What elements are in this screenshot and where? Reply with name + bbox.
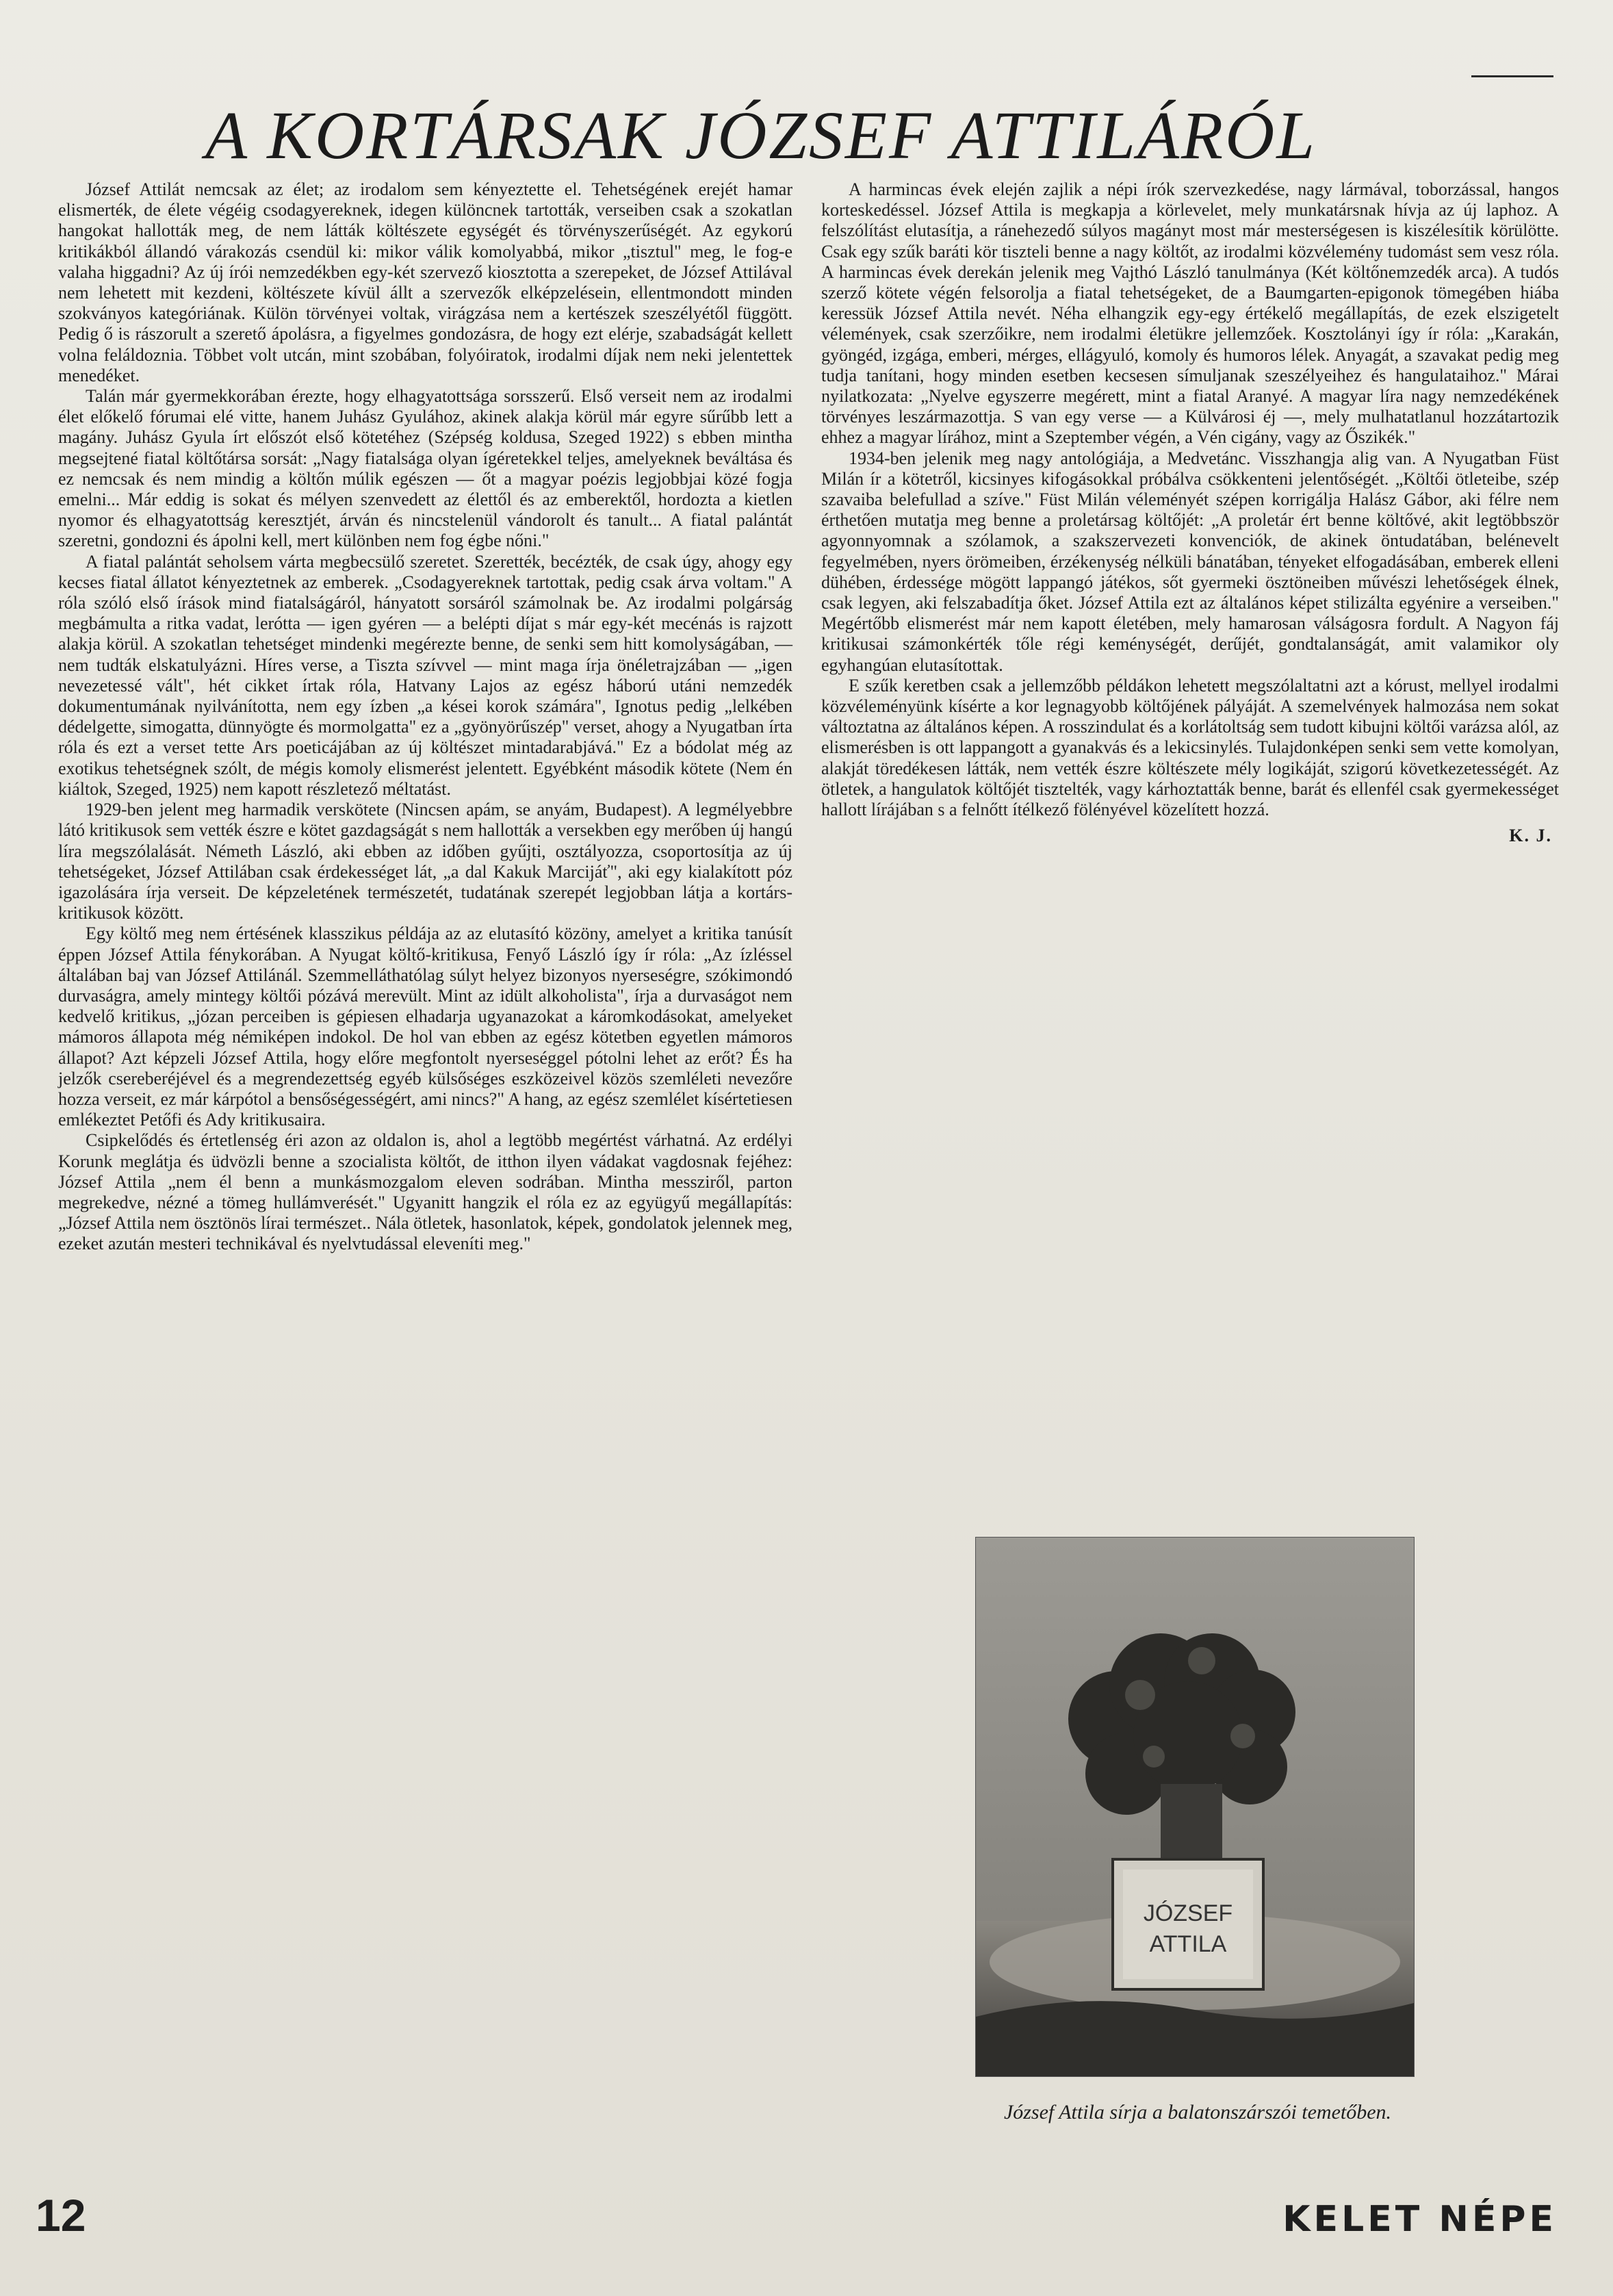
- photo-caption: József Attila sírja a balatonszárszói temetőben.: [1003, 2101, 1392, 2123]
- grave-photo: [975, 1537, 1415, 2077]
- left-column: [58, 179, 792, 1255]
- corner-rule: [1471, 75, 1553, 77]
- right-column: [821, 179, 1559, 847]
- paragraph: Egy költő meg nem értésének klasszikus példája az az elutasító közöny, amelyet a kritika tanúsít éppen József Attila fénykorában. A Nyugat költő-kritikusa, Fenyő László így ír róla: „Az ízléssel általában baj van József Attilánál. Szemmelláthatólag súlyt helyez bizonyos nyerseségre, szókimondó durvaságra, amely mintegy költői pózává merevült. Mint az idült alkoholista", írja a durvaságot nem kedvelő kritikus, „józan perceiben is gépiesen elhadarja ugyanazokat a káromkodásokat, amelyeket mámoros állapota még némiképen indokol. De hol van ebben az egész kötetben egyetlen mámoros állapot? Azt képzeli József Attila, hogy előre megfontolt nyerseséggel pótolni lehet az erőt? És ha jelzők csereberéjével és a megrendezettség egyéb külsőséges eszközeivel közös szemléleti nevezőre hozza verseit, ez már kárpótol a bensőségességért, ami nincs?" A hang, az egész szemlélet kísértetiesen emlékeztet Petőfi és Ady kritikusaira.: [58, 923, 792, 1130]
- paragraph: Csipkelődés és értetlenség éri azon az oldalon is, ahol a legtöbb megértést várhatná. Az erdélyi Korunk meglátja és üdvözli benne a szocialista költőt, de itthon ilyen vádakat vagdosnak fejéhez: József Attila „nem él benn a munkásmozgalom eleven sodrában. Mintha messziről, parton megrekedve, nézné a tömeg hullámverését." Ugyanitt hangzik el róla ez az együgyű megállapítás: „József Attila nem ösztönös lírai természet.. Nála ötletek, hasonlatok, képek, gondolatok jelennek meg, ezeket azután mesteri technikával és nyelvtudással eleveníti meg.": [58, 1130, 792, 1254]
- paragraph: A harmincas évek elején zajlik a népi írók szervezkedése, nagy lármával, toborzással, hangos korteskedéssel. József Attila is megkapja a körlevelet, mely munkatársnak hívja az új laphoz. A felszólítást elutasítja, a ránehezedő súlyos magányt most már mesterségesen is kiszélesítik körülötte. Csak egy szűk baráti kör tiszteli benne a nagy költőt, az irodalmi közvélemény tudomást sem vesz róla. A harmincas évek derekán jelenik meg Vajthó László tanulmánya (Két költőnemzedék arca). A tudós szerző kötete végén felsorolja a fiatal tehetségeket, de a Baumgarten-epigonok tömegében hiába keressük József Attila nevét. Néha elhangzik egy-egy értékelő megállapítás, de ezek elszigetelt vélemények, csak szerzőikre, nem irodalmi életükre jellemzőek. Kosztolányi így ír róla: „Karakán, gyöngéd, izgága, emberi, mérges, ellágyuló, komoly és humoros lélek. Anyagát, a szavakat pedig meg tudja tanítani, hogy minden esetben kecsesen símuljanak szeszélyeihez és hangulataihoz." Márai nyilatkozata: „Nyelve egyszerre megérett, mint a fiatal Aranyé. A magyar líra nagy nemzedékének törvényes leszármazottja. S van egy verse — a Külvárosi éj —, mely mulhatatlanul hozzátartozik ehhez a magyar lírához, mint a Szeptember végén, a Vén cigány, vagy az Őszikék.": [821, 179, 1559, 448]
- page-number: 12: [36, 2190, 86, 2241]
- tombstone-name-line: ATTILA: [1149, 1931, 1227, 1957]
- paragraph: 1934-ben jelenik meg nagy antológiája, a Medvetánc. Visszhangja alig van. A Nyugatban Füst Milán ír a kötetről, kicsinyes kifogásokkal próbálva csökkenteni jelentőségét. „Költői ötleteibe, szép szavaiba belefullad a szíve." Füst Milán véleményét szépen korrigálja Halász Gábor, aki félre nem érthetően mutatja meg benne a proletársag költőjét: „A proletár ért benne költővé, akit legtöbbször agyonnyomnak a szólamok, a szakszervezeti konvenciók, de akinek öntudatában, belénevelt fegyelmében, nyers örömeiben, érzékenység nélküli bánatában, tényeket elfogadásában, emberek elleni dühében, érdessége mögött lappangó játékos, sőt gyermeki ösztöneiben művészi lehetőségek élnek, csak legyen, aki felszabadítja őket. József Attila ezt az általános képet stilizálta egyénire a verseiben." Megértőbb elismerést már nem kapott életében, mely hamarosan válságosra fordult. A Nagyon fáj kritikusai számonkérték tőle régi keménységét, derűjét, gondtalanságát, amit valamikor oly egyhangúan elutasítottak.: [821, 448, 1559, 675]
- paragraph: A fiatal palántát seholsem várta megbecsülő szeretet. Szerették, becézték, de csak úgy, ahogy egy kecses fiatal állatot kényeztetnek az emberek. „Csodagyereknek tartottak, pedig csak árva voltam." A róla szóló első írások mind fiatalságáról, hányatott sorsáról számolnak be. Az irodalmi polgárság megbámulta a ritka vadat, lerótta — igen gyéren — a belépti díjat s már egy-két mecénás is rajzott alakja körül. A szokatlan tehetséget mindenki megérezte benne, de senki sem hitt komolyságában, — nem tudták elskatulyázni. Híres verse, a Tiszta szívvel — mint maga írja önéletrajzában — „igen nevezetessé vált", hét cikket írtak róla, Hatvany Lajos az egész háború utáni nemzedék dokumentumának nyilvánította, nem egy ízben „a kései korok számára", Ignotus pedig „lelkében dédelgette, simogatta, dünnyögte és mormolgatta" ez a „gyönyörűszép" verset, ahogy a Nyugatban írta róla és ezt a verset tette Ars poeticájában az új költészet mintadarabjává." Ez a bódolat még az exotikus tehetségnek szólt, de mégis komoly elismerést jelentett. Egyébként második kötete (Nem én kiáltok, Szeged, 1925) nem kapott részletező méltatást.: [58, 551, 792, 799]
- paragraph: Talán már gyermekkorában érezte, hogy elhagyatottsága sorsszerű. Első verseit nem az irodalmi élet előkelő fórumai elé vitte, hanem Juhász Gyulához, akinek alakja körül már egyre sűrűbb lett a magány. Juhász Gyula írt előszót első kötetéhez (Szépség koldusa, Szeged 1922) s ebben mintha megsejtené fiatal költőtársa sorsát: „Nagy fiatalsága olyan ígéretekkel teljes, amelyeknek beváltása és ez nemcsak és nem mindig a költőn múlik egészen — őt a magyar poézis legjobbjai közé fogja emelni... Már eddig is sokat és mélyen szenvedett az élettől és az emberektől, hordozta a kietlen nyomor és elhagyatottság keresztjét, árván és nincstelenül vándorolt és tanult... A fiatal palántát szeretni, gondozni és ápolni kell, mert különben nem fog égbe nőni.": [58, 386, 792, 551]
- paragraph: E szűk keretben csak a jellemzőbb példákon lehetett megszólaltatni azt a kórust, mellyel irodalmi közvéleményünk kísérte a kor legnagyobb költőjének pályáját. A szemelvények halmozása nem sokat változtatna az általános képen. A rosszindulat és a korlátoltság sem tudott kibujni költői varázsa alól, az elismerésben is ott lappangott a gyanakvás és a lekicsinylés. Tulajdonképen senki sem vette komolyan, alakját töredékesen látták, nem vették észre költészete mély logikáját, szigorú következetességét. Az ötletek, a hangulatok költőjét tisztelték, vagy kárhoztatták benne, barát és ellenfél csak gyermekességet hallott lírájában s a felnőtt ítélkező fölényével közelített hozzá.: [821, 675, 1559, 820]
- paragraph: József Attilát nemcsak az élet; az irodalom sem kényeztette el. Tehetségének erejét hamar elismerték, de élete végéig csodagyereknek, idegen különcnek tartották, verseiben csak a szokatlan hangokat hallották meg, de nem látták költészete egységét és törvényszerűségét. Az egykorú kritikákból állandó várakozás csendül ki: mikor válik komolyabbá, mikor „tisztul" meg, le fog-e valaha higgadni? Az új írói nemzedékben egy-két szervező kiosztotta a szerepeket, de József Attilával nem lehetett mit kezdeni, költészete kívül állt a szervezők elképzelésein, ellentmondott minden szokványos kategóriának. Külön törvényei voltak, virágzása nem a kertészek szeszélyétől függött. Pedig ő is rászorult a szerető ápolásra, a figyelmes gondozásra, de hogy ezt elérje, szabadságát kellett volna feláldoznia. Többet volt utcán, mint szobában, folyóiratok, irodalmi díjak nem neki jelentettek menedéket.: [58, 179, 792, 385]
- paragraph: 1929-ben jelent meg harmadik verskötete (Nincsen apám, se anyám, Budapest). A legmélyebbre látó kritikusok sem vették észre e kötet gazdagságát s nem hallották a versekben egy merőben új hangú líra megszólalását. Németh László, aki ebben az időben gyűjti, osztályozza, csoportosítja az új tehetségeket, József Attilában csak érdekességet lát, „a dal Kakuk Marcijáť", aki egy kialakított póz igazolására írja verseit. De képzeletének természetét, tudatának szerepét legjobban látja a kortárs-kritikusok között.: [58, 800, 792, 923]
- tombstone-name-line: JÓZSEF: [1143, 1900, 1233, 1926]
- publication-name: KELET NÉPE: [1282, 2199, 1557, 2240]
- article-title: A KORTÁRSAK JÓZSEF ATTILÁRÓL: [205, 97, 1317, 173]
- grave-photo-illustration: [976, 1538, 1414, 2076]
- author-signature: K. J.: [1509, 826, 1552, 846]
